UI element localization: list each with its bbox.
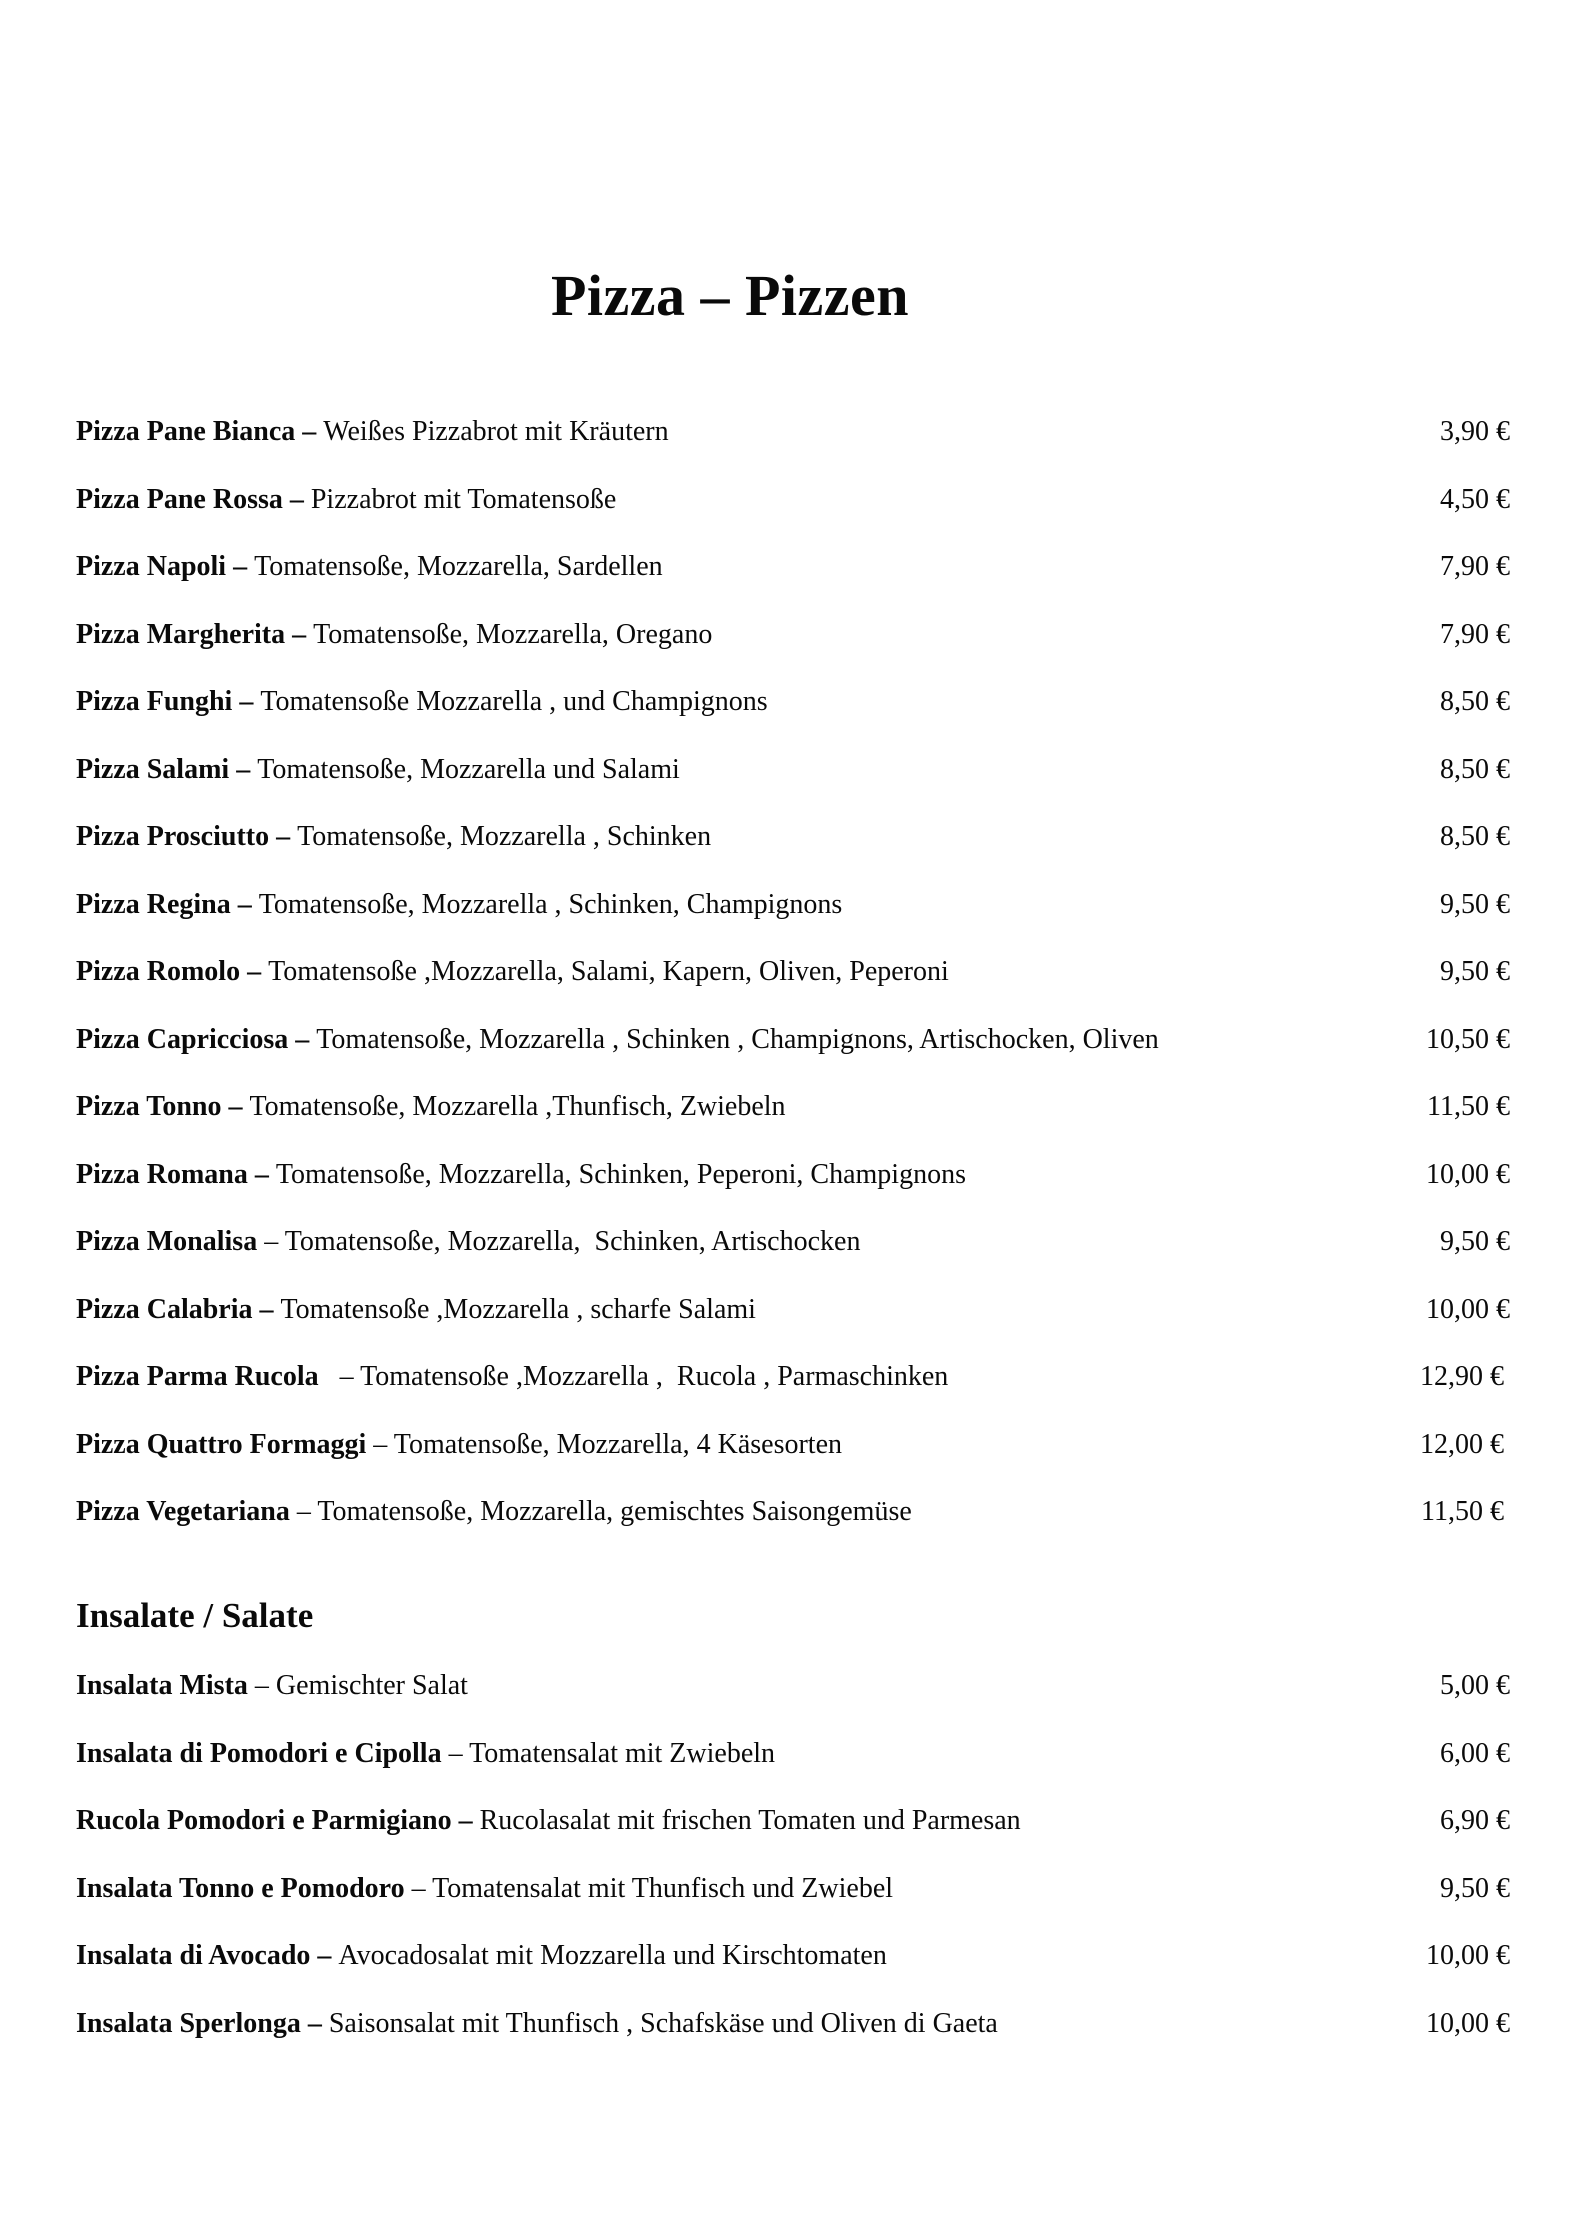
pizza-menu-item [76, 1359, 1510, 1427]
menu-item-name: Insalata di Pomodori e Cipolla [76, 1737, 442, 1769]
menu-item-price: 3,90 € [1440, 416, 1510, 447]
menu-item-separator: – [247, 1670, 276, 1701]
menu-item-separator: – [318, 1361, 361, 1392]
pizza-menu-item [76, 887, 1510, 955]
menu-item-price: 6,00 € [1440, 1737, 1510, 1769]
pizza-menu-item [76, 414, 1510, 482]
menu-item-description: Gemischter Salat [275, 1670, 468, 1701]
menu-item-description: Tomatensoße Mozzarella , und Champignons [260, 686, 768, 717]
menu-item-name: Pizza Parma Rucola [76, 1361, 319, 1392]
menu-item-description: Tomatensoße, Mozzarella, 4 Käsesorten [393, 1428, 843, 1460]
menu-item-separator: – [451, 1805, 480, 1836]
menu-item-description: Tomatensoße, Mozzarella, Sardellen [254, 551, 663, 582]
menu-item-text [76, 1224, 1350, 1260]
menu-item-description: Tomatensoße, Mozzarella , Schinken , Champignons, Artischocken, Oliven [316, 1023, 1159, 1055]
menu-item-name: Insalata Sperlonga [76, 2007, 301, 2039]
menu-item-name: Pizza Salami [76, 753, 230, 785]
menu-item-text [76, 1803, 1350, 1839]
salads-heading: Insalate / Salate [76, 1596, 314, 1635]
menu-item-price: 10,00 € [1426, 2007, 1510, 2039]
pizza-menu-item [76, 752, 1510, 820]
menu-item-description: Tomatensoße ,Mozzarella, Salami, Kapern, Oliven, Peperoni [268, 956, 949, 987]
menu-item-description: Tomatensalat mit Zwiebeln [469, 1737, 776, 1769]
pizza-menu-item [76, 684, 1510, 752]
menu-item-description: Tomatensoße, Mozzarella, Schinken, Peperoni, Champignons [275, 1158, 966, 1190]
salad-list [76, 1668, 1510, 2073]
menu-item-text [76, 549, 1350, 585]
menu-item-separator: – [310, 1940, 339, 1971]
menu-item-text [76, 482, 1350, 518]
menu-item-separator: – [289, 1496, 318, 1527]
menu-item-name: Pizza Monalisa [76, 1226, 258, 1257]
menu-item-text [76, 1157, 1350, 1193]
menu-item-text [76, 617, 1350, 653]
menu-item-price: 8,50 € [1440, 821, 1510, 852]
menu-item-price: 12,90 € [1420, 1361, 1504, 1392]
pizza-list [76, 414, 1510, 1562]
menu-item-description: Pizzabrot mit Tomatensoße [310, 483, 617, 515]
menu-item-name: Insalata Tonno e Pomodoro [76, 1872, 405, 1904]
menu-item-text [76, 1022, 1350, 1058]
menu-item-separator: – [404, 1872, 433, 1904]
menu-item-price: 9,50 € [1440, 1226, 1510, 1257]
menu-item-text [76, 684, 1350, 720]
menu-item-description: Avocadosalat mit Mozzarella und Kirschtomaten [338, 1940, 887, 1971]
menu-item-price: 12,00 € [1420, 1428, 1504, 1460]
pizza-menu-item [76, 1292, 1510, 1360]
menu-item-text [76, 1359, 1344, 1395]
pizza-menu-item [76, 482, 1510, 550]
menu-item-name: Pizza Napoli [76, 551, 227, 582]
menu-item-text [76, 819, 1350, 855]
page-title: Pizza – Pizzen [550, 263, 910, 328]
menu-item-name: Pizza Prosciutto [76, 821, 270, 852]
menu-item-separator: – [221, 1091, 250, 1122]
menu-item-text [76, 954, 1350, 990]
menu-item-price: 9,50 € [1440, 956, 1510, 987]
menu-item-price: 7,90 € [1440, 551, 1510, 582]
menu-item-description: Tomatensoße ,Mozzarella , Rucola , Parmaschinken [360, 1361, 949, 1392]
menu-item-name: Pizza Romolo [76, 956, 241, 987]
menu-item-price: 9,50 € [1440, 1872, 1510, 1904]
menu-item-separator: – [232, 686, 261, 717]
menu-item-price: 4,50 € [1440, 483, 1510, 515]
pizza-menu-item [76, 954, 1510, 1022]
menu-item-name: Rucola Pomodori e Parmigiano [76, 1805, 452, 1836]
salad-menu-item [76, 1938, 1510, 2006]
menu-item-separator: – [226, 551, 255, 582]
menu-item-text [76, 1736, 1350, 1772]
menu-item-description: Tomatensoße, Mozzarella, Schinken, Artischocken [284, 1226, 861, 1257]
pizza-menu-item [76, 549, 1510, 617]
menu-item-description: Tomatensoße ,Mozzarella , scharfe Salami [280, 1293, 756, 1325]
salad-menu-item [76, 1736, 1510, 1804]
menu-item-text [76, 414, 1350, 450]
menu-item-name: Insalata Mista [76, 1670, 248, 1701]
menu-item-text [76, 1427, 1344, 1463]
menu-item-separator: – [229, 753, 258, 785]
menu-item-name: Pizza Romana [76, 1158, 248, 1190]
menu-item-separator: – [240, 956, 269, 987]
menu-item-price: 11,50 € [1421, 1496, 1504, 1527]
pizza-menu-item [76, 1224, 1510, 1292]
pizza-menu-item [76, 617, 1510, 685]
menu-item-description: Rucolasalat mit frischen Tomaten und Parmesan [479, 1805, 1021, 1836]
menu-item-description: Tomatensoße, Mozzarella und Salami [257, 753, 680, 785]
menu-item-description: Weißes Pizzabrot mit Kräutern [323, 416, 669, 447]
pizza-menu-item [76, 1494, 1510, 1562]
pizza-menu-item [76, 1157, 1510, 1225]
menu-item-description: Tomatensoße, Mozzarella, gemischtes Saisongemüse [317, 1496, 912, 1527]
menu-item-price: 5,00 € [1440, 1670, 1510, 1701]
menu-item-separator: – [269, 821, 298, 852]
menu-item-price: 6,90 € [1440, 1805, 1510, 1836]
menu-item-description: Tomatensoße, Mozzarella , Schinken [297, 821, 712, 852]
menu-item-text [76, 752, 1350, 788]
menu-item-name: Pizza Vegetariana [76, 1496, 290, 1527]
menu-item-text [76, 1494, 1344, 1530]
menu-item-price: 11,50 € [1427, 1091, 1510, 1122]
menu-item-name: Pizza Quattro Formaggi [76, 1428, 367, 1460]
menu-item-price: 8,50 € [1440, 753, 1510, 785]
salad-menu-item [76, 1668, 1510, 1736]
menu-item-name: Pizza Funghi [76, 686, 233, 717]
menu-item-separator: – [366, 1428, 394, 1460]
menu-item-separator: – [288, 1023, 317, 1055]
menu-item-name: Pizza Pane Rossa [76, 483, 283, 515]
salad-menu-item [76, 1871, 1510, 1939]
menu-item-description: Saisonsalat mit Thunfisch , Schafskäse und Oliven di Gaeta [328, 2007, 998, 2039]
menu-item-description: Tomatensalat mit Thunfisch und Zwiebel [432, 1872, 894, 1904]
pizza-menu-item [76, 1089, 1510, 1157]
menu-item-text [76, 887, 1350, 923]
menu-item-text [76, 1292, 1350, 1328]
menu-item-separator: – [257, 1226, 285, 1257]
menu-item-text [76, 2006, 1350, 2042]
menu-item-separator: – [285, 618, 314, 650]
menu-item-text [76, 1871, 1350, 1907]
menu-item-price: 9,50 € [1440, 888, 1510, 920]
menu-item-separator: – [230, 888, 259, 920]
menu-item-price: 7,90 € [1440, 618, 1510, 650]
menu-item-price: 10,00 € [1426, 1158, 1510, 1190]
menu-item-name: Pizza Regina [76, 888, 231, 920]
menu-item-name: Pizza Pane Bianca [76, 416, 296, 447]
menu-item-price: 10,00 € [1426, 1940, 1510, 1971]
menu-item-separator: – [300, 2007, 329, 2039]
menu-item-separator: – [295, 416, 324, 447]
pizza-menu-item [76, 1022, 1510, 1090]
menu-item-name: Pizza Margherita [76, 618, 286, 650]
menu-item-name: Pizza Capricciosa [76, 1023, 289, 1055]
menu-item-separator: – [247, 1158, 276, 1190]
menu-item-description: Tomatensoße, Mozzarella , Schinken, Champignons [258, 888, 843, 920]
salad-menu-item [76, 1803, 1510, 1871]
pizza-menu-item [76, 1427, 1510, 1495]
menu-item-text [76, 1938, 1350, 1974]
menu-item-price: 10,50 € [1426, 1023, 1510, 1055]
menu-item-separator: – [252, 1293, 281, 1325]
menu-item-separator: – [282, 483, 311, 515]
menu-item-price: 8,50 € [1440, 686, 1510, 717]
salad-menu-item [76, 2006, 1510, 2074]
menu-item-description: Tomatensoße, Mozzarella ,Thunfisch, Zwiebeln [249, 1091, 786, 1122]
pizza-menu-item [76, 819, 1510, 887]
menu-item-text [76, 1089, 1350, 1125]
menu-item-description: Tomatensoße, Mozzarella, Oregano [313, 618, 713, 650]
menu-item-name: Insalata di Avocado [76, 1940, 311, 1971]
menu-item-price: 10,00 € [1426, 1293, 1510, 1325]
menu-item-name: Pizza Tonno [76, 1091, 222, 1122]
menu-item-text [76, 1668, 1350, 1704]
menu-item-separator: – [441, 1737, 470, 1769]
menu-item-name: Pizza Calabria [76, 1293, 253, 1325]
